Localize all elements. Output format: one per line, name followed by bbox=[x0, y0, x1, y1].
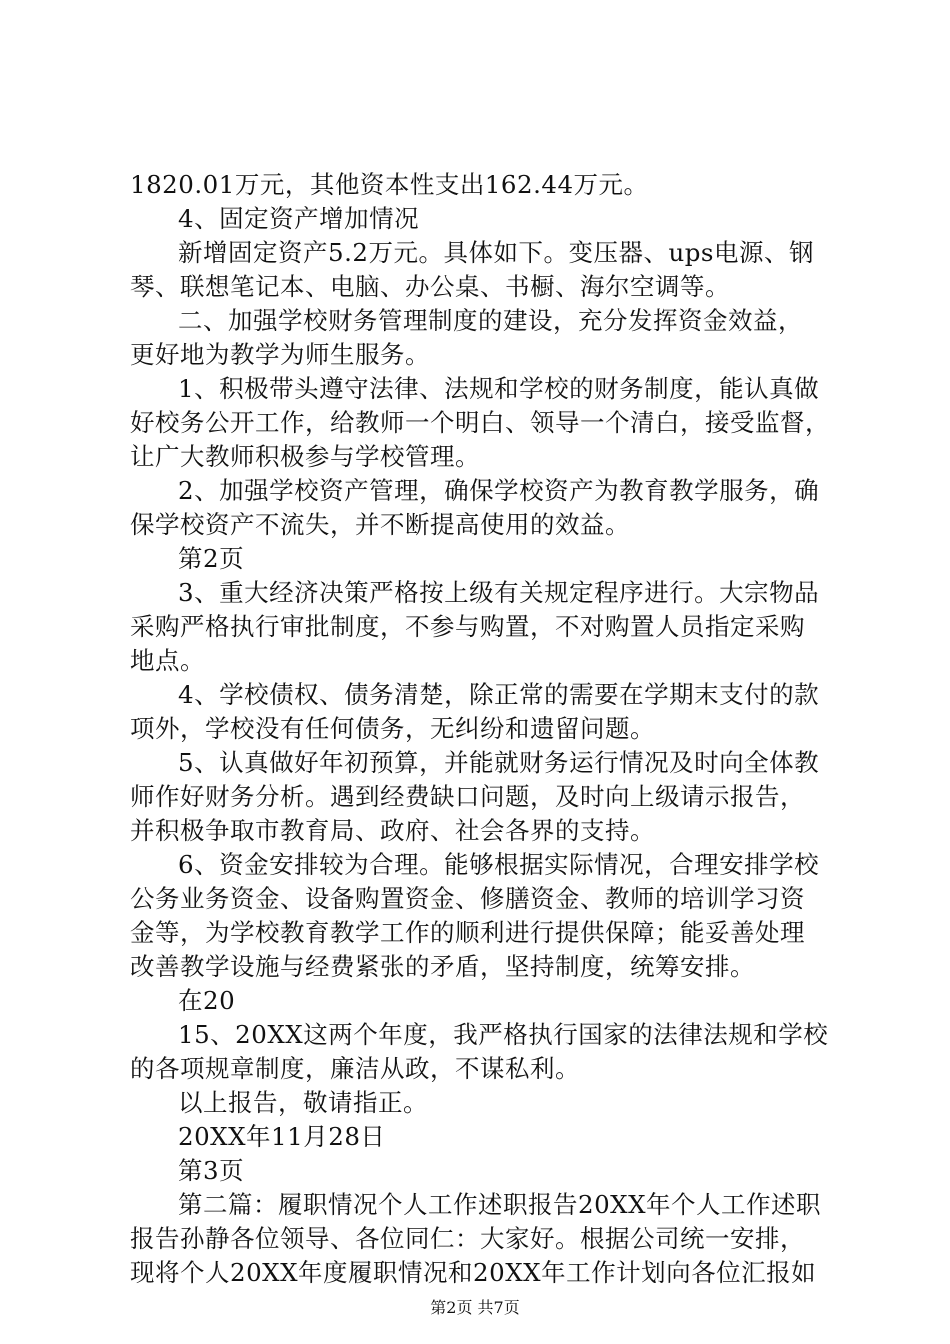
text-line: 金等，为学校教育教学工作的顺利进行提供保障；能妥善处理 bbox=[130, 918, 805, 947]
text-line: 改善教学设施与经费紧张的矛盾，坚持制度，统筹安排。 bbox=[130, 952, 755, 981]
text-line: 采购严格执行审批制度，不参与购置，不对购置人员指定采购 bbox=[130, 612, 805, 641]
text-line: 3、重大经济决策严格按上级有关规定程序进行。大宗物品 bbox=[178, 578, 820, 607]
text-line: 第二篇：履职情况个人工作述职报告20XX年个人工作述职 bbox=[178, 1190, 822, 1219]
text-line: 师作好财务分析。遇到经费缺口问题，及时向上级请示报告， bbox=[130, 782, 805, 811]
text-line: 让广大教师积极参与学校管理。 bbox=[130, 442, 480, 471]
text-line: 报告孙静各位领导、各位同仁：大家好。根据公司统一安排， bbox=[130, 1224, 805, 1253]
text-line: 4、固定资产增加情况 bbox=[178, 204, 420, 233]
document-body bbox=[130, 168, 830, 1290]
text-line: 现将个人20XX年度履职情况和20XX年工作计划向各位汇报如 bbox=[130, 1258, 817, 1287]
text-line: 二、加强学校财务管理制度的建设，充分发挥资金效益， bbox=[178, 306, 803, 335]
date-line: 20XX年11月28日 bbox=[178, 1122, 386, 1151]
text-line: 地点。 bbox=[130, 646, 205, 675]
text-line: 以上报告，敬请指正。 bbox=[178, 1088, 428, 1117]
text-line: 4、学校债权、债务清楚，除正常的需要在学期末支付的款 bbox=[178, 680, 820, 709]
text-line: 6、资金安排较为合理。能够根据实际情况，合理安排学校 bbox=[178, 850, 820, 879]
text-line: 1820.01万元，其他资本性支出162.44万元。 bbox=[130, 170, 649, 199]
page-marker: 第2页 bbox=[178, 544, 245, 573]
text-line: 的各项规章制度，廉洁从政，不谋私利。 bbox=[130, 1054, 580, 1083]
text-line: 新增固定资产5.2万元。具体如下。变压器、ups电源、钢 bbox=[178, 238, 814, 267]
text-line: 更好地为教学为师生服务。 bbox=[130, 340, 430, 369]
text-line: 5、认真做好年初预算，并能就财务运行情况及时向全体教 bbox=[178, 748, 820, 777]
page-footer: 第2页 共7页 bbox=[430, 1298, 520, 1317]
text-line: 并积极争取市教育局、政府、社会各界的支持。 bbox=[130, 816, 655, 845]
text-line: 保学校资产不流失，并不断提高使用的效益。 bbox=[130, 510, 630, 539]
text-line: 项外，学校没有任何债务，无纠纷和遗留问题。 bbox=[130, 714, 655, 743]
text-line: 好校务公开工作，给教师一个明白、领导一个清白，接受监督， bbox=[130, 408, 830, 437]
text-line: 1、积极带头遵守法律、法规和学校的财务制度，能认真做 bbox=[178, 374, 820, 403]
text-line: 琴、联想笔记本、电脑、办公桌、书橱、海尔空调等。 bbox=[130, 272, 730, 301]
text-line: 2、加强学校资产管理，确保学校资产为教育教学服务，确 bbox=[178, 476, 820, 505]
page-marker: 第3页 bbox=[178, 1156, 245, 1185]
text-line: 在20 bbox=[178, 986, 236, 1015]
text-line: 公务业务资金、设备购置资金、修膳资金、教师的培训学习资 bbox=[130, 884, 805, 913]
text-line: 15、20XX这两个年度，我严格执行国家的法律法规和学校 bbox=[178, 1020, 829, 1049]
